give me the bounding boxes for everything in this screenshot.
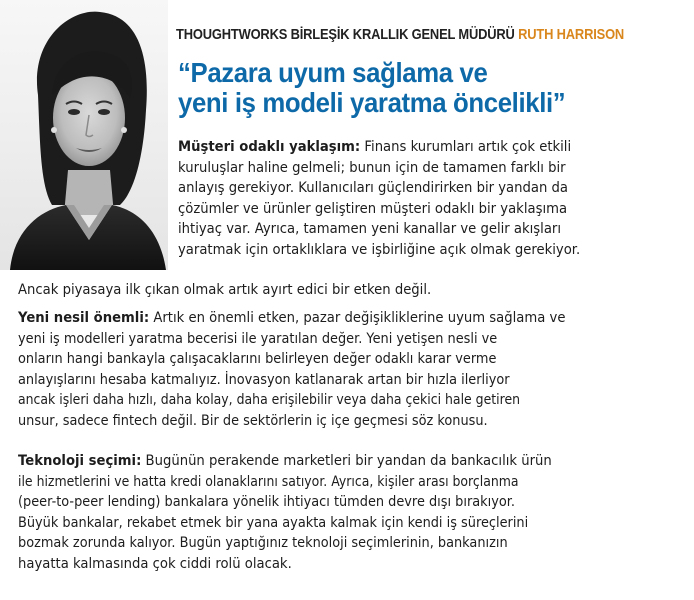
paragraph-line: anlayış gerekiyor. Kullanıcıları güçlendirirken bir yandan da bbox=[178, 180, 568, 197]
interviewee-name: RUTH HARRISON bbox=[518, 26, 625, 43]
interviewee-header bbox=[176, 26, 625, 43]
section-heading: Teknoloji seçimi: bbox=[18, 453, 142, 469]
paragraph-line: yeni iş modelleri yaratma becerisi ile yaratılan değer. Yeni yetişen nesli ve bbox=[18, 330, 498, 347]
section-customer-focus bbox=[178, 137, 620, 261]
quote-line-1: “Pazara uyum sağlama ve bbox=[178, 57, 488, 88]
paragraph-line: yaratmak için ortaklıklara ve işbirliğine açık olmak gerekiyor. bbox=[178, 241, 581, 258]
paragraph-line: kuruluşlar haline gelmeli; bunun için de tamamen farklı bir bbox=[178, 159, 566, 176]
section-heading: Yeni nesil önemli: bbox=[18, 310, 150, 326]
section-technology-choice bbox=[18, 451, 605, 575]
paragraph-line: bozmak zorunda kalıyor. Bugün yaptığınız teknoloji seçimlerinin, bankanızın bbox=[18, 535, 508, 552]
paragraph-line: hayatta kalmasında çok ciddi rolü olacak. bbox=[18, 555, 292, 572]
portrait-photo bbox=[0, 0, 168, 270]
pull-quote bbox=[178, 58, 678, 118]
paragraph-line: onların hangi bankayla çalışacaklarını belirleyen değer odaklı karar verme bbox=[18, 351, 497, 368]
paragraph-line: ancak işleri daha hızlı, daha kolay, daha erişilebilir veya daha çekici hale getiren bbox=[18, 392, 521, 409]
quote-line-2: yeni iş modeli yaratma öncelikli” bbox=[178, 87, 566, 118]
paragraph-line: (peer-to-peer lending) bankalara yönelik ihtiyacı tümden devre dışı bırakıyor. bbox=[18, 494, 515, 511]
paragraph-line: Finans kurumları artık çok etkili bbox=[360, 139, 572, 155]
paragraph-line: Ancak piyasaya ilk çıkan olmak artık ayırt edici bir etken değil. bbox=[18, 282, 432, 298]
paragraph-line: anlayışlarını hesaba katmalıyız. İnovasyon katlanarak artan bir hızla ilerliyor bbox=[18, 371, 510, 388]
section-new-generation bbox=[18, 308, 620, 432]
section-heading: Müşteri odaklı yaklaşım: bbox=[178, 139, 361, 155]
paragraph-line: Bugünün perakende marketleri bir yandan da bankacılık ürün bbox=[141, 453, 552, 469]
paragraph-line: Büyük bankalar, rekabet etmek bir yana ayakta kalmak için kendi iş süreçlerini bbox=[18, 514, 529, 531]
section-customer-focus-tail bbox=[18, 280, 472, 301]
paragraph-line: ihtiyaç var. Ayrıca, tamamen yeni kanallar ve gelir akışları bbox=[178, 221, 562, 238]
paragraph-line: ile hizmetlerini ve hatta kredi olanaklarını satıyor. Ayrıca, kişiler arası borçlanma bbox=[18, 473, 519, 490]
paragraph-line: çözümler ve ürünler geliştiren müşteri odaklı bir yaklaşıma bbox=[178, 200, 568, 217]
interviewee-role: THOUGHTWORKS BİRLEŞİK KRALLIK GENEL MÜDÜRÜ bbox=[176, 26, 515, 43]
paragraph-line: unsur, sadece fintech değil. Bir de sektörlerin iç içe geçmesi söz konusu. bbox=[18, 412, 488, 429]
paragraph-line: Artık en önemli etken, pazar değişikliklerine uyum sağlama ve bbox=[149, 310, 566, 326]
